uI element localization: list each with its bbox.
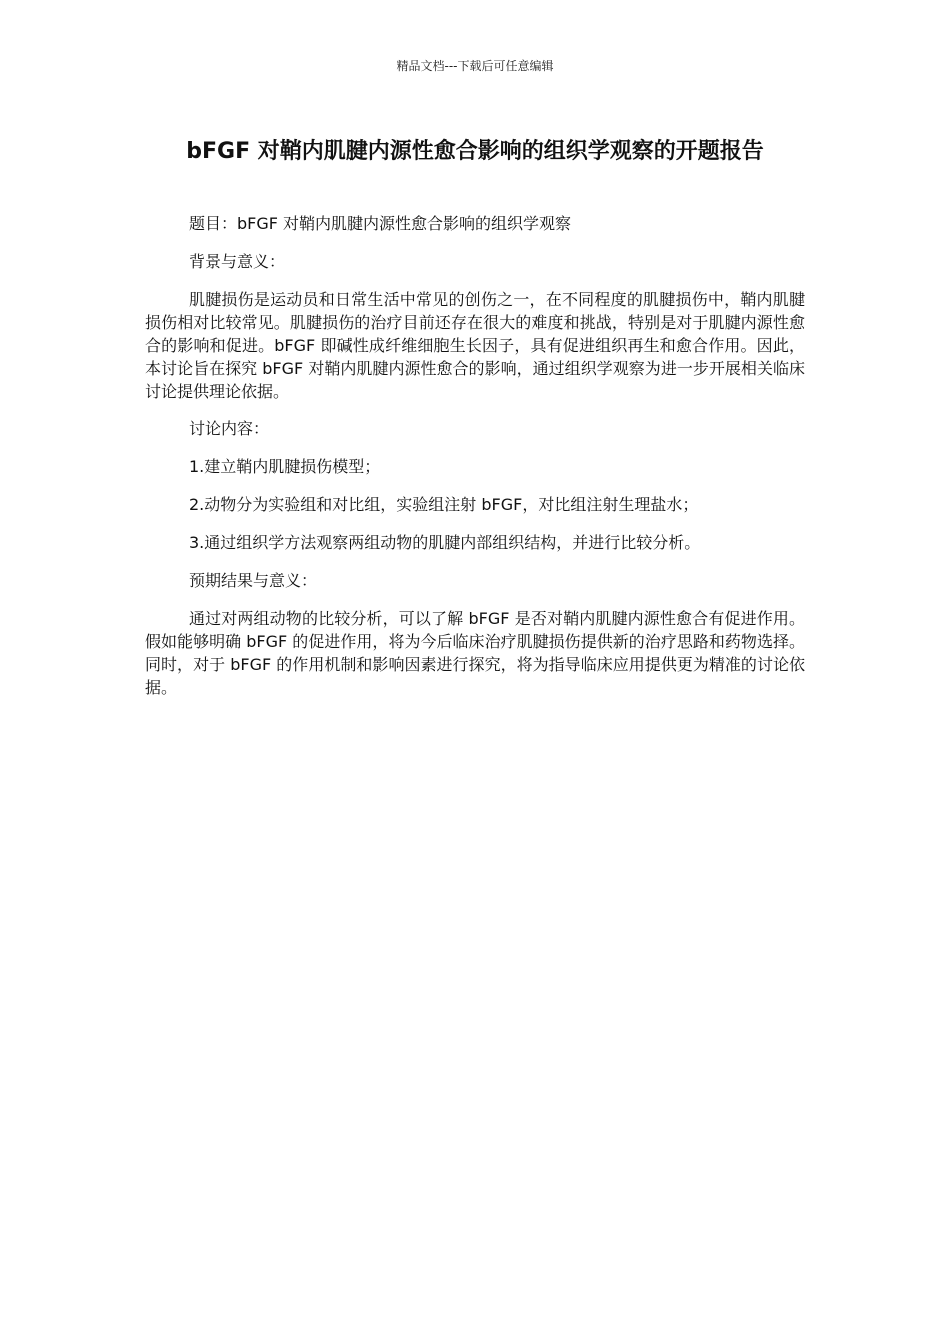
research-item-3: 3.通过组织学方法观察两组动物的肌腱内部组织结构，并进行比较分析。 [189, 533, 701, 552]
research-item-1: 1.建立鞘内肌腱损伤模型； [189, 457, 381, 476]
background-paragraph: 肌腱损伤是运动员和日常生活中常见的创伤之一，在不同程度的肌腱损伤中，鞘内肌腱损伤相对比较常见。肌腱损伤的治疗目前还存在很大的难度和挑战，特别是对于肌腱内源性愈合的影响和促进。bFGF 即碱性成纤维细胞生长因子，具有促进组织再生和愈合作用。因此，本讨论旨在探究 bFGF 对鞘内肌腱内源性愈合的影响，通过组织学观察为进一步开展相关临床讨论提供理论依据。 [145, 290, 805, 401]
document-body [145, 212, 805, 713]
research-item-2: 2.动物分为实验组和对比组，实验组注射 bFGF，对比组注射生理盐水； [189, 495, 699, 514]
expected-results-heading: 预期结果与意义： [189, 571, 318, 590]
topic-paragraph: 题目：bFGF 对鞘内肌腱内源性愈合影响的组织学观察 [189, 214, 572, 233]
research-content-heading: 讨论内容： [189, 419, 270, 438]
header-note: 精品文档---下载后可任意编辑 [396, 59, 554, 73]
expected-results-paragraph: 通过对两组动物的比较分析，可以了解 bFGF 是否对鞘内肌腱内源性愈合有促进作用。假如能够明确 bFGF 的促进作用，将为今后临床治疗肌腱损伤提供新的治疗思路和药物选择。同时，对于 bFGF 的作用机制和影响因素进行探究，将为指导临床应用提供更为精准的讨论依据。 [145, 609, 805, 697]
background-heading: 背景与意义： [189, 252, 286, 271]
document-title: bFGF 对鞘内肌腱内源性愈合影响的组织学观察的开题报告 [186, 139, 764, 164]
